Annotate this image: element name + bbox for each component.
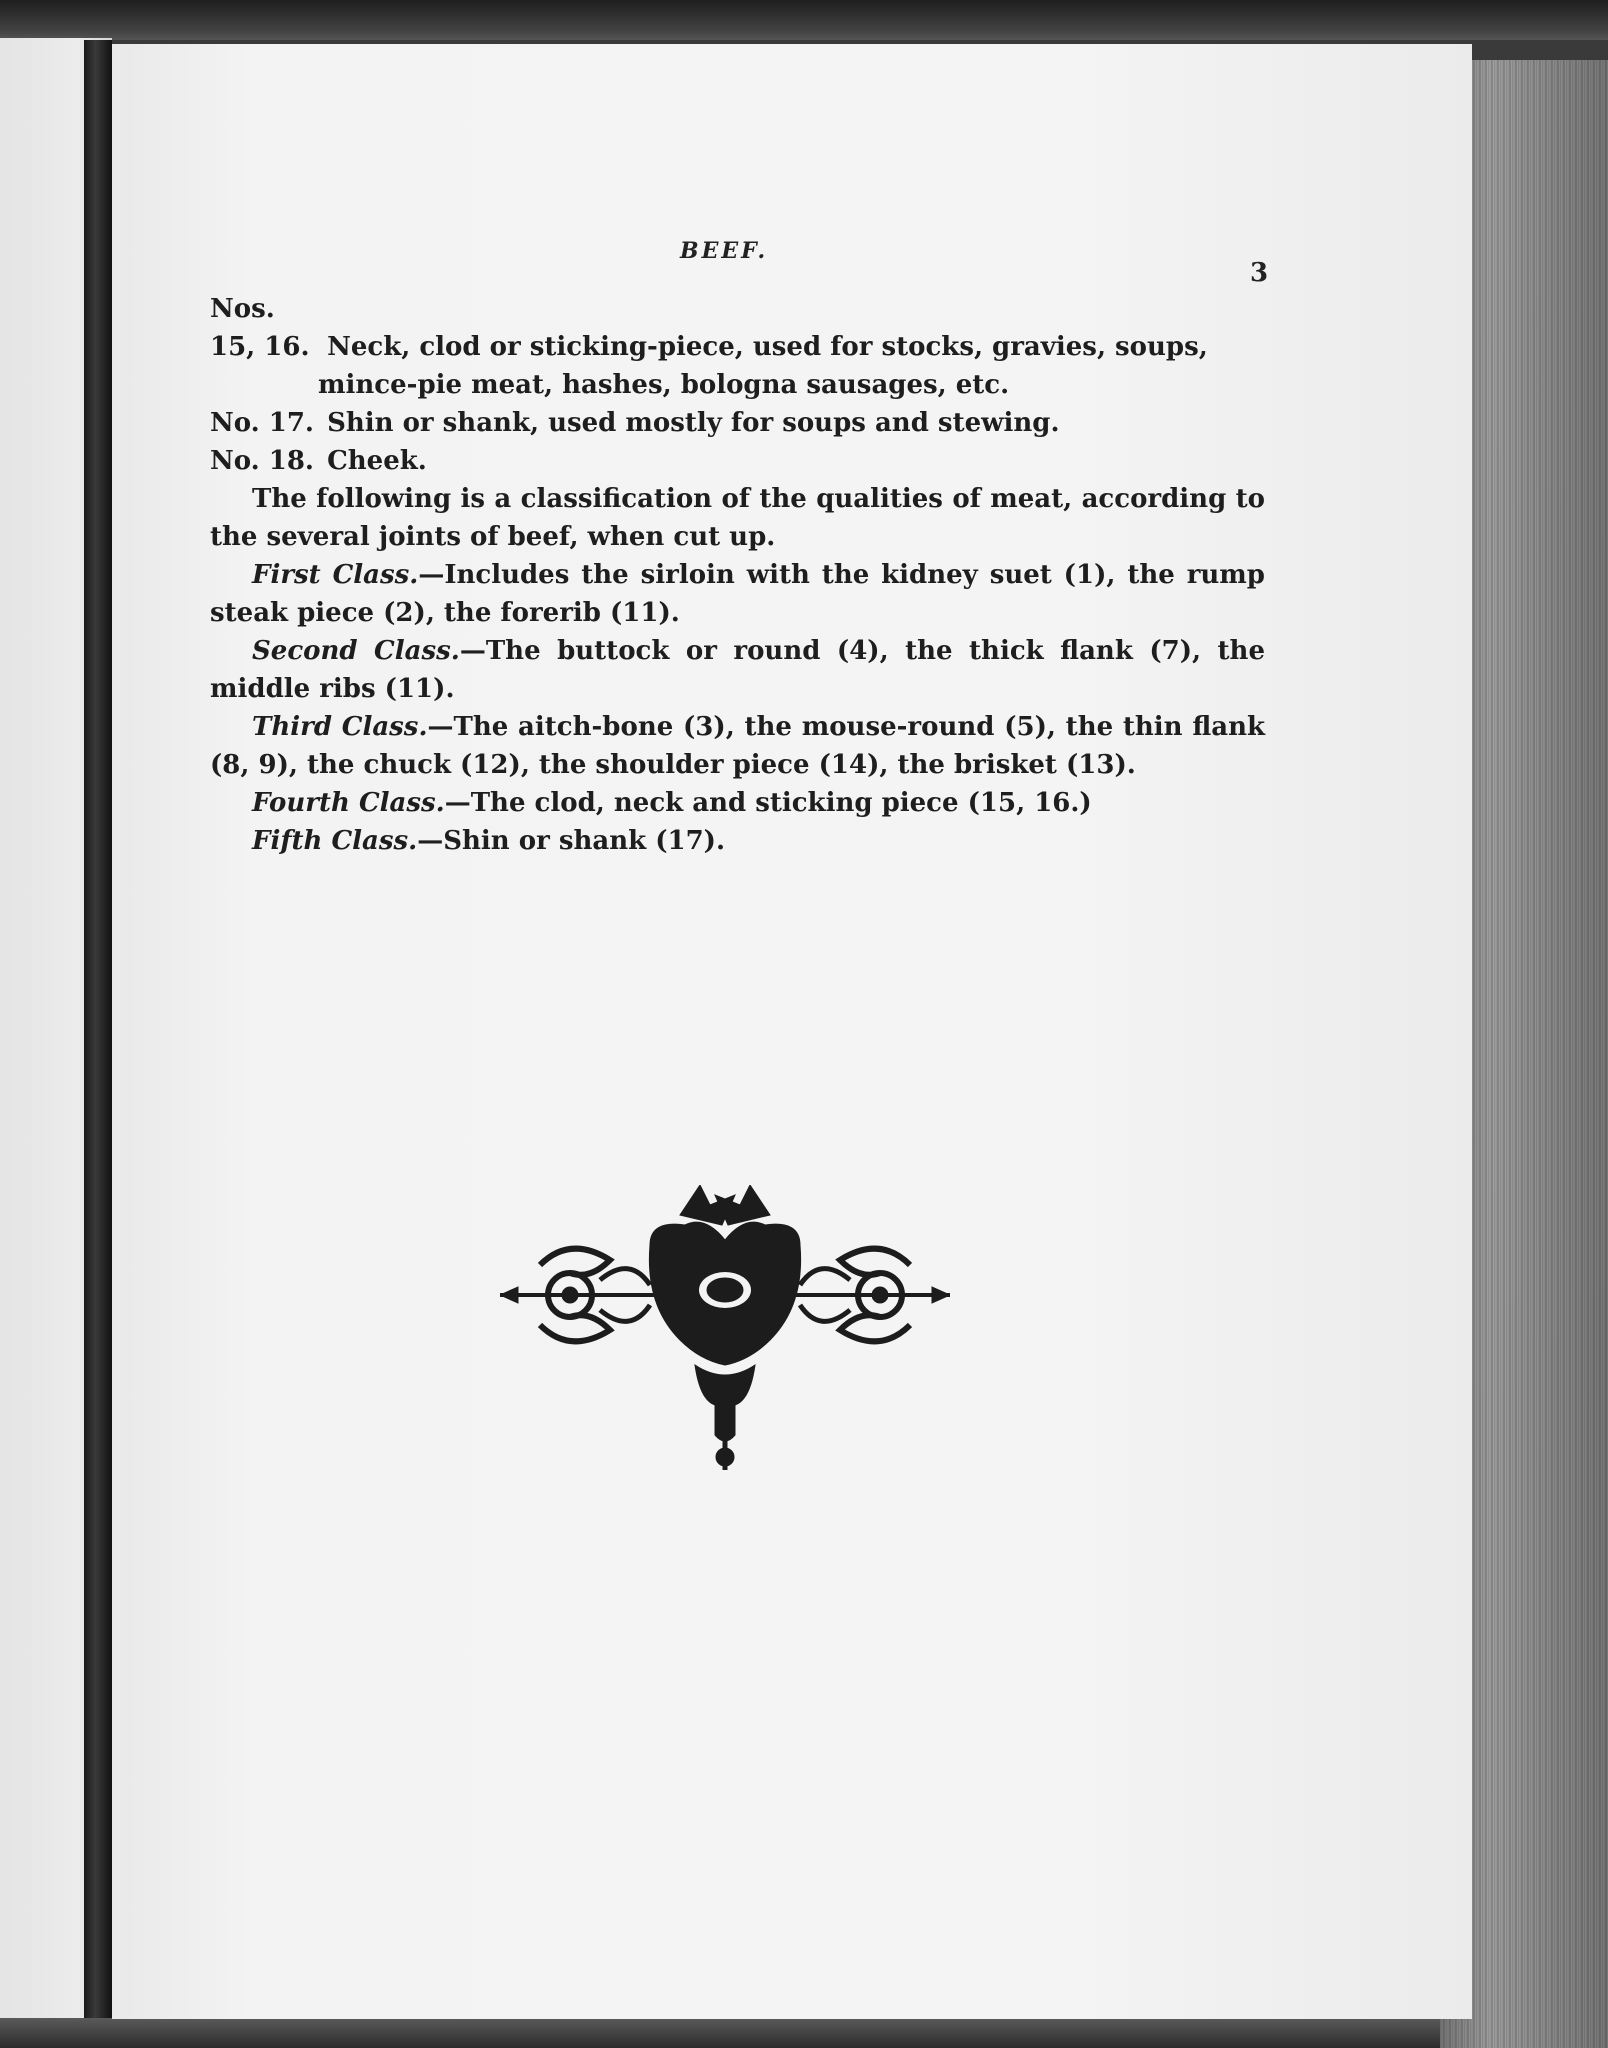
top-shadow (0, 0, 1608, 40)
class-name: Third Class. (252, 712, 428, 742)
class-text: —The aitch-bone (3), the mouse-round (5), the thin flank (8, 9), the chuck (12), the shoulder piece (14), the brisket (13). (210, 712, 1265, 780)
entry-shin (210, 404, 1265, 442)
entry-label: No. 17. (210, 408, 314, 438)
entry-text: Shin or shank, used mostly for soups and stewing. (327, 408, 1060, 438)
class-name: Fourth Class. (252, 788, 445, 818)
bottom-shadow (0, 2018, 1440, 2048)
entry-label: No. 18. (210, 446, 314, 476)
entry-neck (210, 290, 1265, 404)
entry-cheek (210, 442, 1265, 480)
entry-label: Nos. 15, 16. (210, 294, 310, 362)
book-gutter (84, 40, 112, 2020)
class-name: Fifth Class. (252, 826, 418, 856)
class-text: —The buttock or round (4), the thick flank (7), the middle ribs (11). (210, 636, 1266, 704)
page-number: 3 (1250, 258, 1269, 288)
fourth-class (210, 784, 1265, 822)
class-text: —Shin or shank (17). (417, 826, 726, 856)
second-class (210, 632, 1265, 708)
floral-ornament-icon (500, 1185, 950, 1470)
class-name: Second Class. (252, 636, 460, 666)
first-class (210, 556, 1265, 632)
page-body (210, 290, 1265, 860)
fifth-class (210, 822, 1265, 860)
running-header: BEEF. (680, 238, 769, 264)
class-text: —The clod, neck and sticking piece (15, 16.) (444, 788, 1092, 818)
entry-text: Cheek. (327, 446, 427, 476)
third-class (210, 708, 1265, 784)
class-name: First Class. (252, 560, 419, 590)
class-text: —Includes the sirloin with the kidney suet (1), the rump steak piece (2), the forerib (11). (210, 560, 1265, 628)
entry-text: Neck, clod or sticking-piece, used for stocks, gravies, soups, mince-pie meat, hashes, bologna sausages, etc. (318, 332, 1208, 400)
intro-paragraph: The following is a classification of the qualities of meat, according to the several joints of beef, when cut up. (210, 484, 1265, 552)
